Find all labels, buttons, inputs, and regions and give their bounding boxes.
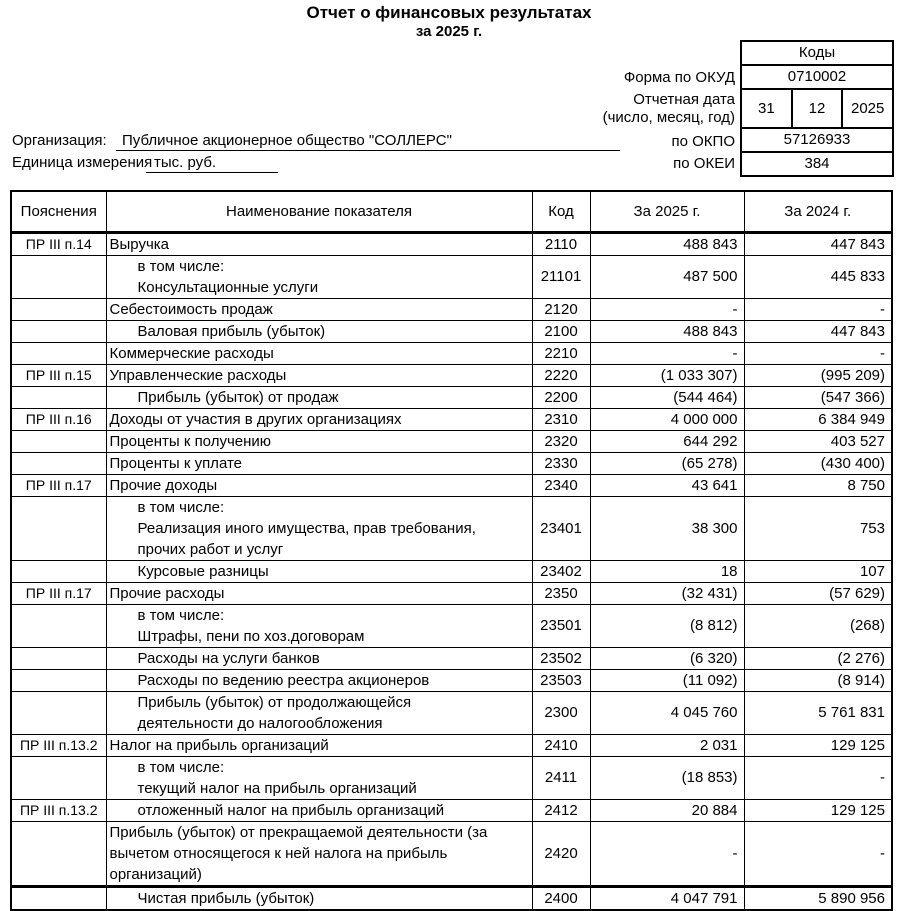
code-cell: 2300 — [532, 691, 590, 734]
value-2025-cell: 644 292 — [590, 430, 744, 452]
table-row — [11, 821, 892, 886]
table-row — [11, 474, 892, 496]
value-2025-cell: 2 031 — [590, 734, 744, 756]
explanation-cell: ПР III п.17 — [11, 474, 106, 496]
value-2025-cell: 487 500 — [590, 255, 744, 298]
date-month: 12 — [791, 90, 842, 127]
value-2024-cell: - — [744, 298, 892, 320]
indicator-name-line: Расходы по ведению реестра акционеров — [137, 671, 430, 689]
codes-header: Коды — [742, 42, 892, 66]
explanation-cell: ПР III п.15 — [11, 364, 106, 386]
table-row — [11, 560, 892, 582]
value-2024-cell: 5 761 831 — [744, 691, 892, 734]
explanation-cell: ПР III п.13.2 — [11, 734, 106, 756]
report-date-label-line1: Отчетная дата — [633, 91, 735, 108]
table-row — [11, 582, 892, 604]
table-row — [11, 408, 892, 430]
indicator-name-line: Прочие расходы — [109, 584, 225, 602]
date-year: 2025 — [841, 90, 892, 127]
code-cell: 23503 — [532, 669, 590, 691]
code-cell: 23502 — [532, 647, 590, 669]
value-2024-cell: 447 843 — [744, 232, 892, 255]
indicator-name-line: отложенный налог на прибыль организаций — [137, 801, 445, 819]
table-row — [11, 734, 892, 756]
indicator-name-line: Консультационные услуги — [137, 278, 319, 296]
indicator-name-cell — [106, 255, 532, 298]
table-row — [11, 430, 892, 452]
code-cell: 2210 — [532, 342, 590, 364]
code-cell: 2320 — [532, 430, 590, 452]
value-2024-cell: 5 890 956 — [744, 886, 892, 910]
explanation-cell: ПР III п.13.2 — [11, 799, 106, 821]
okei-label: по ОКЕИ — [673, 155, 735, 172]
organization-value: Публичное акционерное общество "СОЛЛЕРС" — [116, 130, 620, 151]
explanation-cell — [11, 756, 106, 799]
code-cell: 2350 — [532, 582, 590, 604]
unit-value: тыс. руб. — [146, 152, 278, 173]
indicator-name-line: Расходы на услуги банков — [137, 649, 320, 667]
table-row — [11, 756, 892, 799]
indicator-name-line: Проценты к уплате — [109, 454, 242, 472]
value-2025-cell: 18 — [590, 560, 744, 582]
value-2025-cell: (65 278) — [590, 452, 744, 474]
value-2024-cell: (8 914) — [744, 669, 892, 691]
value-2025-cell: (1 033 307) — [590, 364, 744, 386]
indicator-name-cell — [106, 320, 532, 342]
including-label: в том числе: — [137, 606, 225, 624]
table-row — [11, 647, 892, 669]
table-row — [11, 691, 892, 734]
value-2025-cell: 488 843 — [590, 232, 744, 255]
value-2024-cell: (57 629) — [744, 582, 892, 604]
value-2025-cell: 20 884 — [590, 799, 744, 821]
code-cell: 2410 — [532, 734, 590, 756]
indicator-name-line: Реализация иного имущества, прав требования, — [137, 519, 476, 537]
value-2024-cell: 8 750 — [744, 474, 892, 496]
including-label: в том числе: — [137, 257, 225, 275]
indicator-name-line: Штрафы, пени по хоз.договорам — [137, 627, 365, 645]
explanation-cell — [11, 452, 106, 474]
table-row — [11, 886, 892, 910]
code-cell: 2120 — [532, 298, 590, 320]
explanation-cell — [11, 669, 106, 691]
table-row — [11, 364, 892, 386]
indicator-name-cell — [106, 560, 532, 582]
date-day: 31 — [757, 100, 775, 117]
indicator-name-line: текущий налог на прибыль организаций — [137, 779, 417, 797]
explanation-cell — [11, 691, 106, 734]
value-2024-cell: 107 — [744, 560, 892, 582]
column-header-2025: За 2025 г. — [590, 191, 744, 232]
explanation-cell — [11, 647, 106, 669]
indicator-name-line: Прочие доходы — [109, 476, 218, 494]
explanation-cell — [11, 298, 106, 320]
code-cell: 23501 — [532, 604, 590, 647]
report-date-label — [603, 91, 735, 127]
code-cell: 2420 — [532, 821, 590, 886]
indicator-name-cell — [106, 756, 532, 799]
value-2024-cell: (268) — [744, 604, 892, 647]
indicator-name-cell — [106, 342, 532, 364]
explanation-cell — [11, 604, 106, 647]
value-2025-cell: 4 047 791 — [590, 886, 744, 910]
value-2025-cell: 38 300 — [590, 496, 744, 560]
value-2024-cell: - — [744, 756, 892, 799]
table-row — [11, 386, 892, 408]
indicator-name-cell — [106, 669, 532, 691]
explanation-cell — [11, 342, 106, 364]
value-2025-cell: (6 320) — [590, 647, 744, 669]
indicator-name-line: Проценты к получению — [109, 432, 272, 450]
indicator-name-cell — [106, 582, 532, 604]
value-2025-cell: - — [590, 298, 744, 320]
code-cell: 2340 — [532, 474, 590, 496]
code-cell: 21101 — [532, 255, 590, 298]
value-2025-cell: (32 431) — [590, 582, 744, 604]
indicator-name-line: прочих работ и услуг — [137, 540, 284, 558]
indicator-name-cell — [106, 647, 532, 669]
table-row — [11, 255, 892, 298]
indicator-name-cell — [106, 496, 532, 560]
column-header-code: Код — [532, 191, 590, 232]
code-cell: 23402 — [532, 560, 590, 582]
explanation-cell: ПР III п.14 — [11, 232, 106, 255]
indicator-name-line: Коммерческие расходы — [109, 344, 274, 362]
okei-value: 384 — [804, 155, 830, 172]
indicator-name-cell — [106, 408, 532, 430]
explanation-cell — [11, 320, 106, 342]
financial-results-table — [10, 190, 893, 911]
report-period: за 2025 г. — [415, 23, 483, 40]
indicator-name-line: Валовая прибыль (убыток) — [137, 322, 326, 340]
column-header-2024: За 2024 г. — [744, 191, 892, 232]
value-2024-cell: 753 — [744, 496, 892, 560]
code-cell: 2310 — [532, 408, 590, 430]
table-row — [11, 799, 892, 821]
indicator-name-line: деятельности до налогообложения — [137, 714, 383, 732]
explanation-cell — [11, 255, 106, 298]
value-2025-cell: (8 812) — [590, 604, 744, 647]
report-date-label-line2: (число, месяц, год) — [602, 109, 735, 126]
indicator-name-cell — [106, 298, 532, 320]
indicator-name-line: Налог на прибыль организаций — [109, 736, 329, 754]
explanation-cell — [11, 560, 106, 582]
code-cell: 2412 — [532, 799, 590, 821]
value-2024-cell: (2 276) — [744, 647, 892, 669]
column-header-indicator-name: Наименование показателя — [106, 191, 532, 232]
explanation-cell — [11, 430, 106, 452]
indicator-name-cell — [106, 364, 532, 386]
value-2025-cell: (544 464) — [590, 386, 744, 408]
indicator-name-cell — [106, 386, 532, 408]
value-2025-cell: - — [590, 342, 744, 364]
explanation-cell — [11, 386, 106, 408]
indicator-name-line: Прибыль (убыток) от прекращаемой деятельности (за — [109, 823, 488, 841]
column-header-explanations: Пояснения — [11, 191, 106, 232]
indicator-name-line: организаций) — [109, 865, 202, 883]
including-label: в том числе: — [137, 498, 225, 516]
code-cell: 2400 — [532, 886, 590, 910]
indicator-name-line: Прибыль (убыток) от продолжающейся — [137, 693, 412, 711]
table-row — [11, 320, 892, 342]
value-2024-cell: (995 209) — [744, 364, 892, 386]
value-2025-cell: 43 641 — [590, 474, 744, 496]
table-row — [11, 669, 892, 691]
indicator-name-line: вычетом относящегося к ней налога на прибыль — [109, 844, 448, 862]
report-title: Отчет о финансовых результатах — [306, 3, 592, 22]
value-2024-cell: 403 527 — [744, 430, 892, 452]
unit-label: Единица измерения — [12, 154, 153, 171]
table-row — [11, 496, 892, 560]
report-table-body — [11, 232, 892, 910]
okpo-label: по ОКПО — [671, 133, 735, 150]
indicator-name-cell — [106, 886, 532, 910]
indicator-name-cell — [106, 691, 532, 734]
indicator-name-cell — [106, 604, 532, 647]
explanation-cell — [11, 821, 106, 886]
indicator-name-line: Себестоимость продаж — [109, 300, 273, 318]
okud-value: 0710002 — [742, 66, 892, 90]
table-row — [11, 452, 892, 474]
indicator-name-cell — [106, 430, 532, 452]
value-2024-cell: - — [744, 342, 892, 364]
table-row — [11, 298, 892, 320]
including-label: в том числе: — [137, 758, 225, 776]
indicator-name-line: Доходы от участия в других организациях — [109, 410, 402, 428]
code-cell: 2220 — [532, 364, 590, 386]
explanation-cell: ПР III п.17 — [11, 582, 106, 604]
code-cell: 2330 — [532, 452, 590, 474]
report-date-cells — [742, 90, 892, 129]
value-2025-cell: 4 000 000 — [590, 408, 744, 430]
value-2025-cell: (18 853) — [590, 756, 744, 799]
code-cell: 2411 — [532, 756, 590, 799]
value-2024-cell: 129 125 — [744, 799, 892, 821]
explanation-cell — [11, 886, 106, 910]
explanation-cell: ПР III п.16 — [11, 408, 106, 430]
value-2024-cell: (547 366) — [744, 386, 892, 408]
indicator-name-cell — [106, 474, 532, 496]
value-2024-cell: 447 843 — [744, 320, 892, 342]
indicator-name-line: Управленческие расходы — [109, 366, 287, 384]
value-2025-cell: 488 843 — [590, 320, 744, 342]
table-row — [11, 604, 892, 647]
value-2024-cell: 129 125 — [744, 734, 892, 756]
indicator-name-cell — [106, 734, 532, 756]
code-cell: 23401 — [532, 496, 590, 560]
code-cell: 2200 — [532, 386, 590, 408]
codes-box — [740, 40, 894, 177]
explanation-cell — [11, 496, 106, 560]
indicator-name-cell — [106, 232, 532, 255]
organization-label: Организация: — [12, 132, 107, 149]
value-2024-cell: 445 833 — [744, 255, 892, 298]
indicator-name-line: Курсовые разницы — [137, 562, 269, 580]
indicator-name-line: Выручка — [109, 235, 170, 253]
code-cell: 2110 — [532, 232, 590, 255]
indicator-name-cell — [106, 452, 532, 474]
indicator-name-cell — [106, 799, 532, 821]
indicator-name-cell — [106, 821, 532, 886]
table-row — [11, 232, 892, 255]
indicator-name-line: Чистая прибыль (убыток) — [137, 889, 315, 907]
okpo-value: 57126933 — [742, 129, 892, 153]
value-2024-cell: 6 384 949 — [744, 408, 892, 430]
okud-label: Форма по ОКУД — [623, 69, 735, 86]
indicator-name-line: Прибыль (убыток) от продаж — [137, 388, 339, 406]
table-row — [11, 342, 892, 364]
code-cell: 2100 — [532, 320, 590, 342]
value-2025-cell: (11 092) — [590, 669, 744, 691]
value-2025-cell: 4 045 760 — [590, 691, 744, 734]
value-2024-cell: (430 400) — [744, 452, 892, 474]
value-2024-cell: - — [744, 821, 892, 886]
value-2025-cell: - — [590, 821, 744, 886]
table-header-row — [11, 191, 892, 232]
